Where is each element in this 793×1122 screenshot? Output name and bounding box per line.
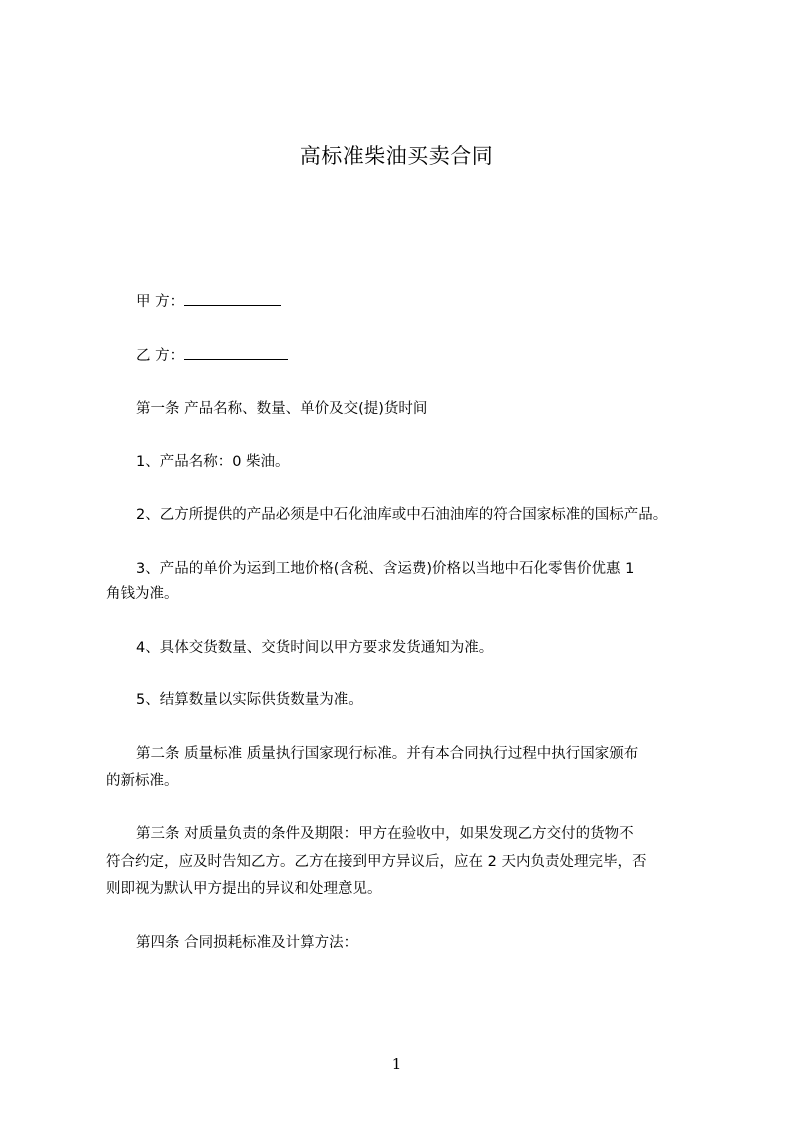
- article1-item2: 2、乙方所提供的产品必须是中石化油库或中石油油库的符合国家标准的国标产品。: [136, 507, 668, 523]
- article4-heading: 第四条 合同损耗标准及计算方法：: [136, 935, 359, 951]
- page-number: 1: [391, 1055, 402, 1073]
- party-b-blank: [184, 345, 288, 360]
- article3-line2: 符合约定，应及时告知乙方。乙方在接到甲方异议后，应在 2 天内负责处理完毕，否: [106, 854, 647, 870]
- party-a-line: [136, 291, 281, 312]
- party-a-label: 甲 方：: [136, 294, 185, 310]
- party-b-line: [136, 345, 288, 366]
- article2-line2: 的新标准。: [106, 773, 179, 789]
- party-b-label: 乙 方：: [136, 348, 185, 364]
- article1-item5: 5、结算数量以实际供货数量为准。: [136, 692, 363, 708]
- article1-item3-line1: 3、产品的单价为运到工地价格(含税、含运费)价格以当地中石化零售价优惠 1: [136, 561, 635, 577]
- document-title: 高标准柴油买卖合同: [299, 144, 494, 168]
- article3-line1: 第三条 对质量负责的条件及期限：甲方在验收中，如果发现乙方交付的货物不: [136, 826, 634, 842]
- article2-line1: 第二条 质量标准 质量执行国家现行标准。并有本合同执行过程中执行国家颁布: [136, 746, 639, 762]
- party-a-blank: [184, 291, 281, 306]
- article1-heading: 第一条 产品名称、数量、单价及交(提)货时间: [136, 401, 428, 417]
- article3-line3: 则即视为默认甲方提出的异议和处理意见。: [106, 881, 382, 897]
- article1-item3-line2: 角钱为准。: [106, 586, 179, 602]
- article1-item1: 1、产品名称：0 柴油。: [136, 454, 290, 470]
- article1-item4: 4、具体交货数量、交货时间以甲方要求发货通知为准。: [136, 640, 494, 656]
